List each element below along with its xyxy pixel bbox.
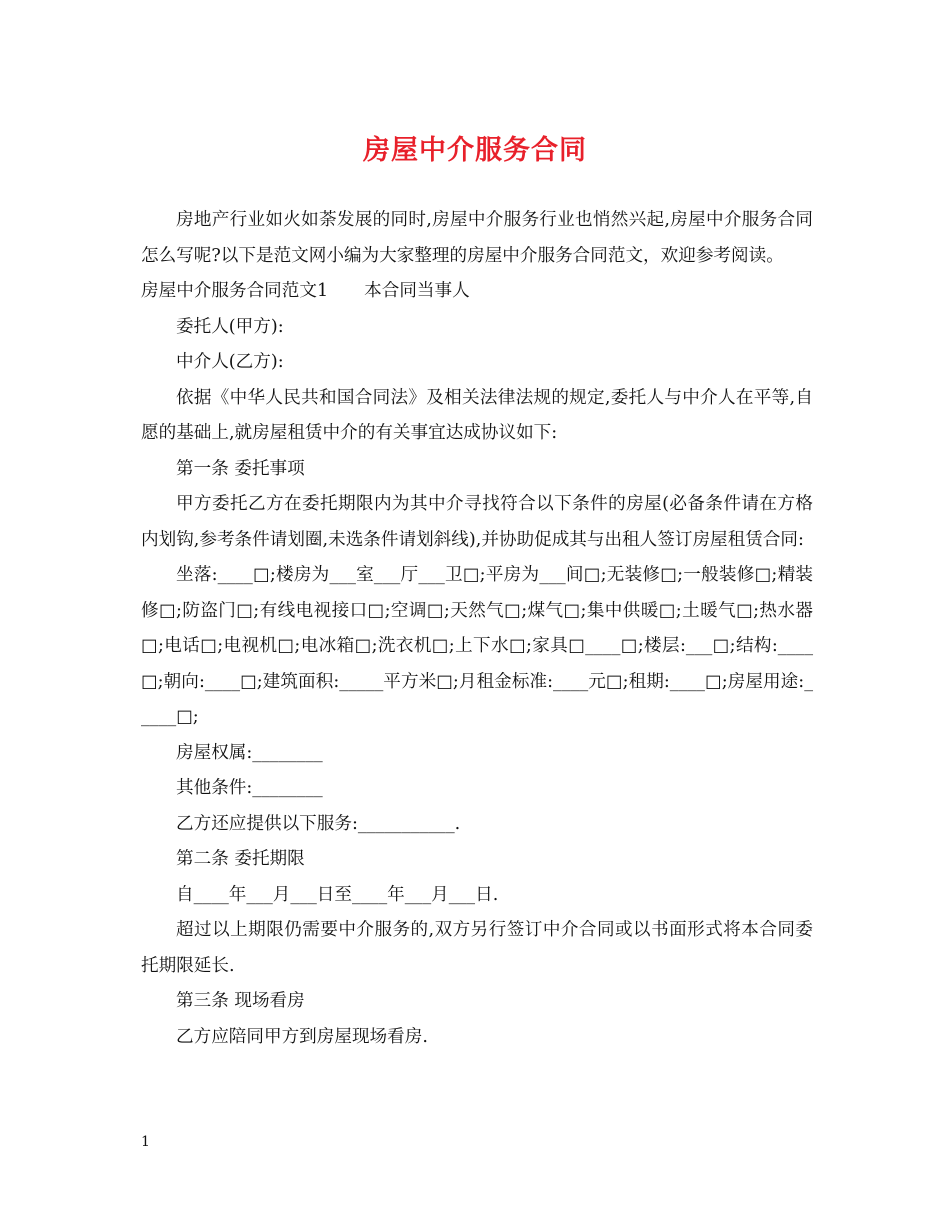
document-title: 房屋中介服务合同 (363, 135, 587, 166)
sample-heading-label: 房屋中介服务合同范文1 (141, 281, 329, 301)
paragraph-extra-services: 乙方还应提供以下服务:___________. (176, 813, 461, 834)
article-3-heading: 第三条 现场看房 (176, 991, 305, 1011)
article-2-heading: 第二条 委托期限 (176, 849, 305, 869)
paragraph-legal-basis: 依据《中华人民共和国合同法》及相关法律法规的规定,委托人与中介人在平等,自愿的基础上,就房屋租赁中介的有关事宜达成协议如下: (141, 387, 813, 443)
paragraph-ownership: 房屋权属:________ (176, 742, 323, 763)
paragraph-article-1-body: 甲方委托乙方在委托期限内为其中介寻找符合以下条件的房屋(必备条件请在方格内划钩,参考条件请划圈,未选条件请划斜线),并协助促成其与出租人签订房屋租赁合同: (141, 494, 813, 550)
paragraph-term-extension: 超过以上期限仍需要中介服务的,双方另行签订中介合同或以书面形式将本合同委托期限延长. (141, 920, 813, 976)
paragraph-party-a: 委托人(甲方): (176, 316, 284, 337)
page-number: 1 (141, 1134, 150, 1150)
paragraph-other-conditions: 其他条件:________ (176, 778, 323, 798)
paragraph-sample-heading (141, 274, 813, 310)
paragraph-intro: 房地产行业如火如荼发展的同时,房屋中介服务行业也悄然兴起,房屋中介服务合同怎么写呢?以下是范文网小编为大家整理的房屋中介服务合同范文，欢迎参考阅读。 (141, 210, 813, 266)
sample-heading-tail: 本合同当事人 (364, 281, 470, 301)
paragraph-house-conditions: 坐落:____□;楼房为___室___厅___卫□;平房为___间□;无装修□;一般装修□;精装修□;防盗门□;有线电视接口□;空调□;天然气□;煤气□;集中供暖□;土暖气□;热水器□;电话□;电视机□;电冰箱□;洗衣机□;上下水□;家具□____□;楼层:___□;结构:____□;朝向:____□;建筑面积:_____平方米□;月租金标准:____元□;租期:____□;房屋用途:_____□; (141, 565, 813, 727)
paragraph-term-dates: 自____年___月___日至____年___月___日. (176, 884, 499, 905)
article-1-heading: 第一条 委托事项 (176, 458, 305, 479)
document-body (141, 203, 813, 1055)
paragraph-party-b: 中介人(乙方): (176, 352, 284, 372)
paragraph-site-visit: 乙方应陪同甲方到房屋现场看房. (176, 1026, 428, 1047)
